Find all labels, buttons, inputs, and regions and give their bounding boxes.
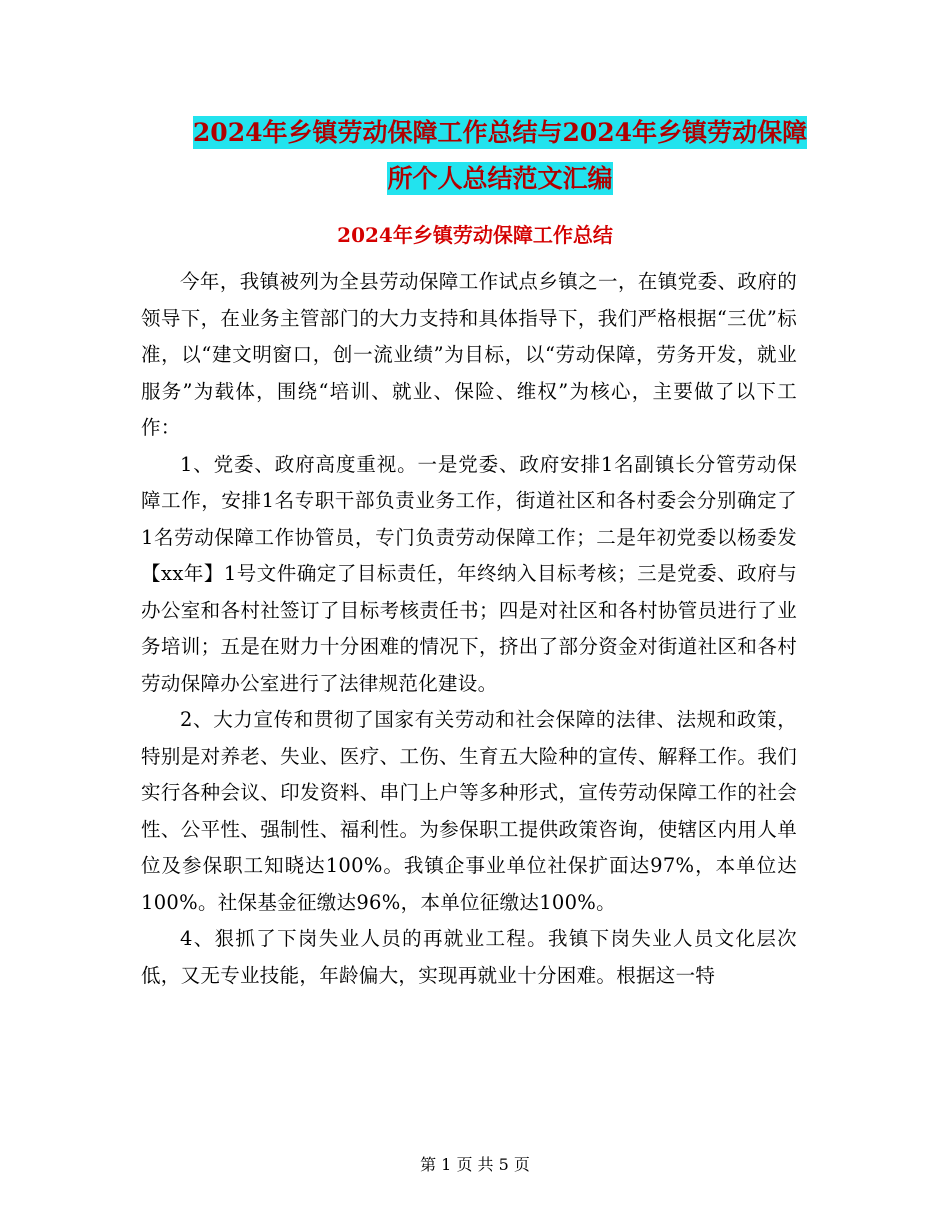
paragraph-item-4: 4、狠抓了下岗失业人员的再就业工程。我镇下岗失业人员文化层次低，又无专业技能，年龄偏大，实现再就业十分困难。根据这一特 [141,927,797,987]
title-line-1: 2024年乡镇劳动保障工作总结与2024年乡镇劳动保障 [192,118,808,147]
paragraph-intro: 今年，我镇被列为全县劳动保障工作试点乡镇之一，在镇党委、政府的领导下，在业务主管部门的大力支持和具体指导下，我们严格根据“三优”标准，以“建文明窗口，创一流业绩”为目标，以“劳动保障，劳务开发，就业服务”为载体，围绕“培训、就业、保险、维权”为核心，主要做了以下工作： [141,270,797,439]
page-number-footer: 第 1 页 共 5 页 [420,1155,530,1174]
document-body [141,264,797,994]
title-line-2: 所个人总结范文汇编 [387,164,613,193]
paragraph-item-2: 2、大力宣传和贯彻了国家有关劳动和社会保障的法律、法规和政策，特别是对养老、失业、医疗、工伤、生育五大险种的宣传、解释工作。我们实行各种会议、印发资料、串门上户等多种形式，宣传劳动保障工作的社会性、公平性、强制性、福利性。为参保职工提供政策咨询，使辖区内用人单位及参保职工知晓达100%。我镇企事业单位社保扩面达97%，本单位达100%。社保基金征缴达96%，本单位征缴达100%。 [141,708,797,914]
document-title [140,110,860,202]
section-title: 2024年乡镇劳动保障工作总结 [337,223,613,247]
paragraph-item-1: 1、党委、政府高度重视。一是党委、政府安排1名副镇长分管劳动保障工作，安排1名专职干部负责业务工作，街道社区和各村委会分别确定了1名劳动保障工作协管员，专门负责劳动保障工作；二是年初党委以杨委发【xx年】1号文件确定了目标责任，年终纳入目标考核；三是党委、政府与办公室和各村社签订了目标考核责任书；四是对社区和各村协管员进行了业务培训；五是在财力十分困难的情况下，挤出了部分资金对街道社区和各村劳动保障办公室进行了法律规范化建设。 [141,452,797,695]
